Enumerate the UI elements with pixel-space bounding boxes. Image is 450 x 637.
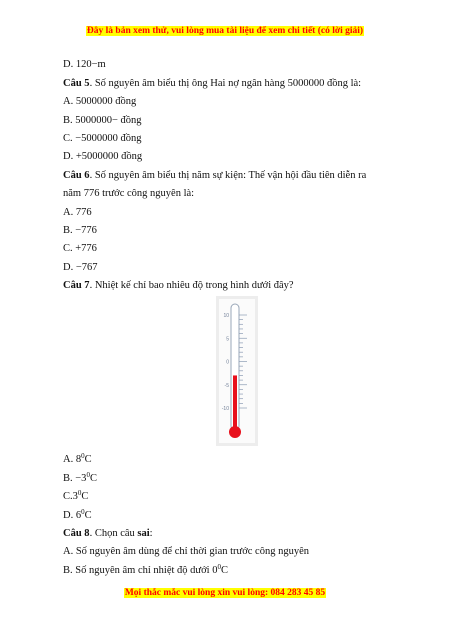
thermometer-bulb: [229, 426, 241, 438]
question-6: [63, 169, 366, 182]
q5-option-a: A. 5000000 đồng: [63, 96, 137, 107]
q7-option-c: $C.3^0C$: [63, 489, 89, 502]
q7-option-a: A. $8^0C$: [63, 452, 92, 465]
question-6-continued: năm 776 trước công nguyên là:: [63, 188, 195, 199]
q4-option-d: D. 120−m: [63, 59, 106, 70]
q6-option-a: A. 776: [63, 207, 92, 218]
thermometer-liquid: [233, 375, 237, 430]
emphasis-word: sai: [137, 528, 150, 539]
scale-label: 0: [226, 359, 229, 366]
question-text: . Nhiệt kế chỉ bao nhiêu độ trong hình dưới đây?: [89, 280, 294, 291]
q6-option-c: C. +776: [63, 243, 97, 254]
thermometer-image: [216, 296, 258, 446]
q7-option-d: D. $6^0C$: [63, 508, 92, 521]
scale-label: -10: [221, 406, 229, 412]
question-8: Câu 8. Chọn câu sai:: [63, 528, 153, 539]
question-label: Câu 5: [63, 78, 90, 89]
question-text: . Số nguyên âm biểu thị ông Hai nợ ngân hàng 5000000 đồng là:: [89, 78, 362, 89]
q7-option-b: B. $-3^0C$: [63, 471, 97, 484]
q5-option-d: D. +5000000 đồng: [63, 151, 143, 162]
q5-option-b: B. 5000000− đồng: [63, 115, 142, 126]
question-7: [63, 279, 294, 292]
q6-option-d: D. −767: [63, 262, 98, 273]
q6-option-b: B. −776: [63, 225, 97, 236]
question-label: Câu 6: [63, 170, 90, 181]
scale-label: -5: [224, 382, 229, 389]
preview-notice-banner: Đây là bản xem thử, vui lòng mua tài liệu để xem chi tiết (có lời giải): [86, 26, 364, 36]
q8-option-b: B. Số nguyên âm chỉ nhiệt độ dưới $0^0C$: [63, 563, 228, 576]
question-5: [63, 77, 361, 90]
question-label: Câu 8: [63, 528, 90, 539]
question-text: . Số nguyên âm biểu thị năm sự kiện: Thế vận hội đầu tiên diễn ra: [89, 170, 367, 181]
question-label: Câu 7: [63, 280, 90, 291]
q5-option-c: C. −5000000 đồng: [63, 133, 142, 144]
scale-label: 5: [226, 336, 229, 343]
q8-option-a: A. Số nguyên âm dùng để chỉ thời gian trước công nguyên: [63, 546, 310, 557]
scale-label: 10: [223, 313, 229, 319]
contact-notice-banner: Mọi thắc mắc vui lòng xin vui lòng: 084 283 45 85: [124, 588, 326, 598]
